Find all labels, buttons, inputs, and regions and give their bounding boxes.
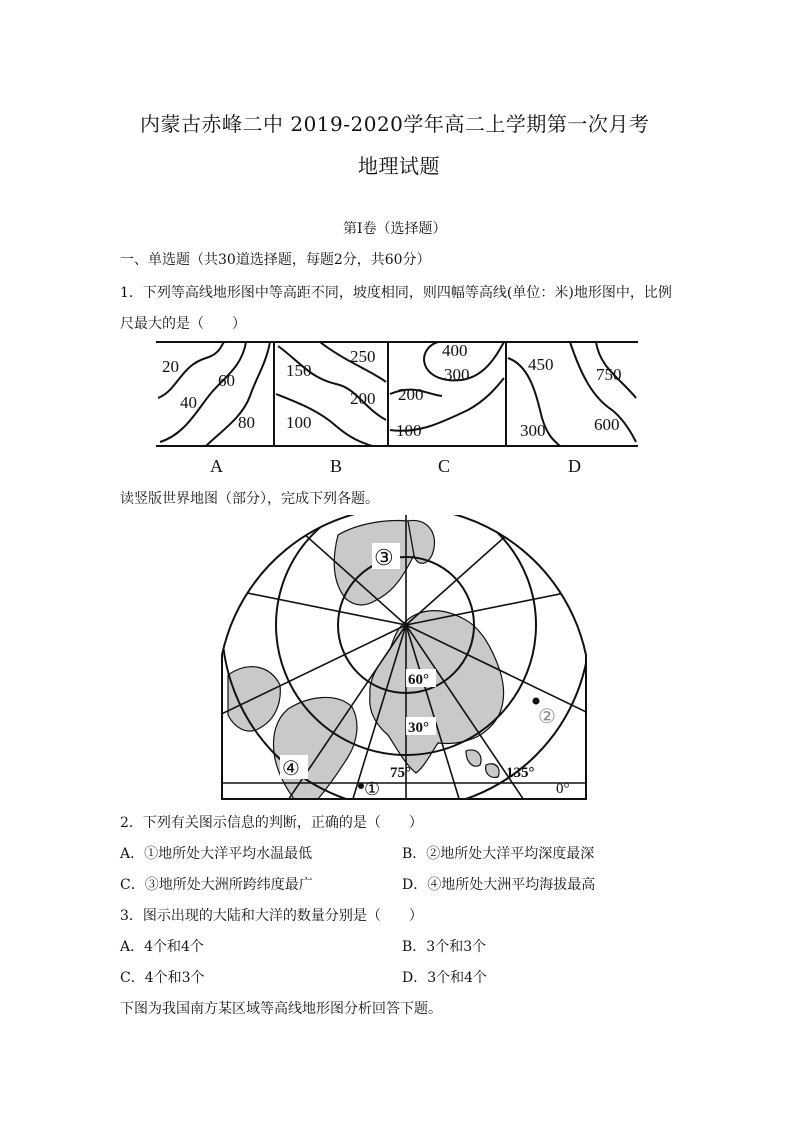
panel-a-caption: A <box>210 456 223 476</box>
marker-2: ② <box>538 706 556 728</box>
q2-option-b: B．②地所处大洋平均深度最深 <box>402 846 595 862</box>
panel-d-caption: D <box>568 456 581 476</box>
q1-stem-line2: 尺最大的是（ ） <box>120 316 246 332</box>
panel-a-label-1: 20 <box>162 357 179 376</box>
q3-option-a: A．4个和4个 <box>120 939 204 955</box>
panel-c-label-3: 200 <box>398 385 424 404</box>
panel-b-caption: B <box>330 456 343 476</box>
panel-b-label-2: 150 <box>286 361 312 380</box>
panel-d-label-3: 300 <box>520 421 546 440</box>
marker-1: ① <box>364 779 381 799</box>
panel-c-caption: C <box>438 456 451 476</box>
marker-4: ④ <box>282 758 300 780</box>
q3-option-d: D．3个和4个 <box>402 970 488 986</box>
q3-option-c: C．4个和3个 <box>120 970 205 986</box>
next-intro: 下图为我国南方某区域等高线地形图分析回答下题。 <box>120 1001 442 1017</box>
panel-b-label-4: 100 <box>286 413 312 432</box>
map-intro: 读竖版世界地图（部分），完成下列各题。 <box>120 491 379 507</box>
panel-d-label-1: 450 <box>528 355 554 374</box>
panel-b-label-1: 250 <box>350 347 376 366</box>
lat-label-30: 30° <box>408 720 429 736</box>
panel-c-label-1: 400 <box>442 341 468 360</box>
panel-a-label-3: 40 <box>180 393 197 412</box>
part-heading: 一、单选题（共30道选择题，每题2分，共60分） <box>120 252 431 268</box>
q2-option-a: A．①地所处大洋平均水温最低 <box>120 846 313 862</box>
lon-label-135: 135° <box>506 765 535 781</box>
contour-figure <box>150 338 650 480</box>
q3-stem: 3．图示出现的大陆和大洋的数量分别是（ ） <box>120 908 423 924</box>
world-map-figure <box>218 515 590 803</box>
exam-subject: 地理试题 <box>358 154 440 178</box>
panel-c-label-4: 100 <box>396 421 422 440</box>
panel-b-label-3: 200 <box>350 389 376 408</box>
q2-option-d: D．④地所处大洲平均海拔最高 <box>402 877 596 893</box>
volume-heading: 第Ⅰ卷（选择题） <box>343 221 447 237</box>
q1-stem-line1: 1．下列等高线地形图中等高距不同，坡度相同，则四幅等高线(单位：米)地形图中，比例 <box>120 285 672 301</box>
lat-label-60: 60° <box>408 672 429 688</box>
panel-d-label-4: 600 <box>594 415 620 434</box>
q2-stem: 2．下列有关图示信息的判断，正确的是（ ） <box>120 815 423 831</box>
panel-a-label-4: 80 <box>238 413 255 432</box>
q3-option-b: B．3个和3个 <box>402 939 487 955</box>
lon-label-75: 75° <box>390 765 411 781</box>
marker-3: ③ <box>374 545 394 570</box>
panel-a-label-2: 60 <box>218 371 235 390</box>
panel-c-label-2: 300 <box>444 365 470 384</box>
panel-d-label-2: 750 <box>596 365 622 384</box>
marker-2-dot <box>533 698 540 705</box>
lon-label-0: 0° <box>556 781 570 797</box>
exam-title: 内蒙古赤峰二中 2019-2020学年高二上学期第一次月考 <box>140 112 650 136</box>
q2-option-c: C．③地所处大洲所跨纬度最广 <box>120 877 313 893</box>
